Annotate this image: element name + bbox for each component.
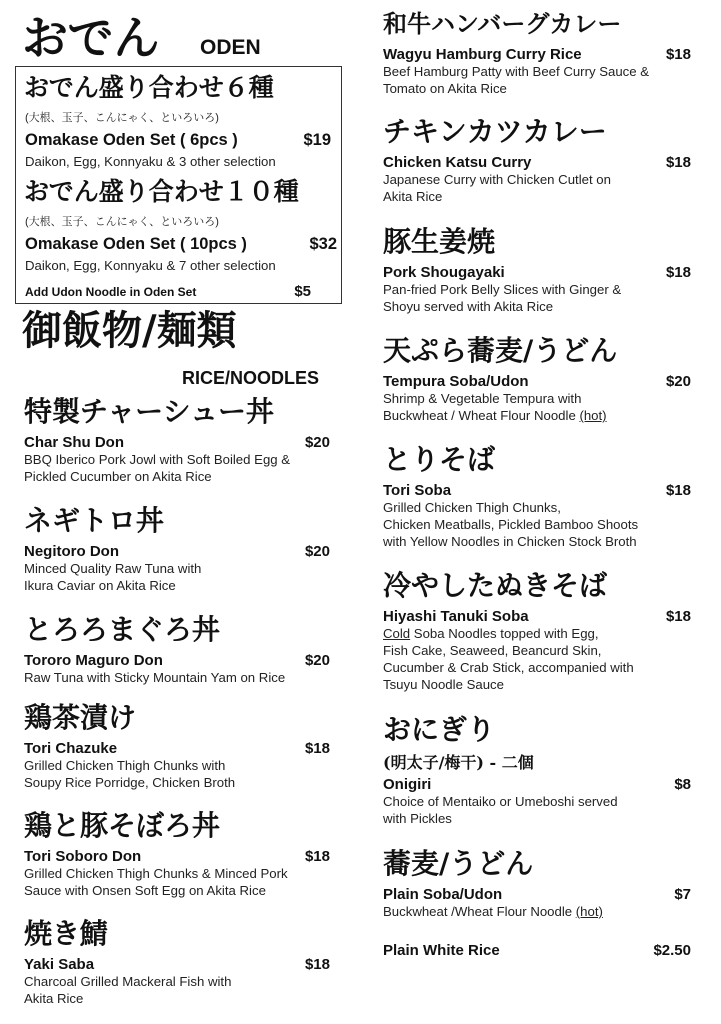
oden-set10-price: $32 (309, 235, 337, 253)
item-name-row (383, 264, 691, 281)
item-desc: BBQ Iberico Pork Jowl with Soft Boiled Egg & (24, 452, 291, 467)
oden-set6-name: Omakase Oden Set ( 6pcs ) (25, 131, 238, 149)
item-name: Chicken Katsu Curry (383, 154, 532, 171)
item-desc-line (383, 625, 691, 642)
item-desc: Soba Noodles topped with Egg, (410, 626, 599, 641)
item-jp-subtitle: (明太子/梅干) - 二個 (383, 753, 534, 772)
oden-set6-ingredients: (大根、玉子、こんにゃく、といろいろ) (25, 112, 219, 124)
item-desc: Pan-fried Pork Belly Slices with Ginger & (383, 282, 622, 297)
item-name-row (24, 652, 330, 669)
menu-item (383, 333, 691, 424)
item-desc: Akita Rice (24, 991, 84, 1006)
oden-set10-name: Omakase Oden Set ( 10pcs ) (25, 235, 247, 253)
item-jp-name: 冷やしたぬきそば (383, 569, 608, 602)
item-desc: Charcoal Grilled Mackeral Fish with (24, 974, 232, 989)
item-name: Tori Soboro Don (24, 848, 142, 865)
oden-udon-name: Add Udon Noodle in Oden Set (25, 285, 197, 299)
item-desc: with Yellow Noodles in Chicken Stock Broth (383, 534, 637, 549)
item-price: $8 (674, 776, 691, 793)
hot-tag: (hot) (579, 408, 607, 423)
item-name: Pork Shougayaki (383, 264, 505, 281)
item-name-row (383, 608, 691, 625)
item-price: $18 (304, 740, 330, 757)
menu-item (383, 942, 691, 959)
item-desc: Minced Quality Raw Tuna with (24, 561, 202, 576)
rice-heading-en: RICE/NOODLES (182, 368, 320, 388)
menu-item (383, 442, 691, 550)
oden-set6-row (25, 131, 331, 150)
item-name-row (383, 776, 691, 793)
oden-set6-desc: Daikon, Egg, Konnyaku & 3 other selection (25, 154, 276, 169)
item-desc-line (383, 407, 691, 424)
item-name-row (383, 154, 691, 171)
item-desc: Raw Tuna with Sticky Mountain Yam on Rice (24, 670, 286, 685)
item-name-row (24, 740, 330, 757)
item-jp-name: 天ぷら蕎麦/うどん (383, 334, 618, 367)
oden-set10-row (25, 235, 337, 254)
item-jp-name: 和牛ハンバーグカレー (383, 9, 622, 38)
item-name: Char Shu Don (24, 434, 124, 451)
item-name-row (383, 482, 691, 499)
item-desc: Grilled Chicken Thigh Chunks & Minced Pork (24, 866, 288, 881)
menu-item (383, 6, 691, 97)
menu-item (24, 612, 330, 686)
oden-set10-jp: おでん盛り合わせ１０種 (24, 177, 299, 206)
item-name-row (24, 543, 330, 560)
item-price: $18 (304, 848, 330, 865)
item-price: $18 (665, 264, 691, 281)
item-jp-name: とろろまぐろ丼 (24, 613, 221, 646)
item-price: $18 (665, 608, 691, 625)
oden-udon-price: $5 (294, 283, 311, 300)
menu-item (383, 114, 691, 205)
rice-heading-jp: 御飯物/麺類 (22, 307, 237, 354)
menu-item (24, 916, 330, 1007)
item-name: Tori Soba (383, 482, 452, 499)
item-desc: Grilled Chicken Thigh Chunks with (24, 758, 226, 773)
oden-set6-price: $19 (303, 131, 331, 149)
item-name: Hiyashi Tanuki Soba (383, 608, 529, 625)
oden-set10-desc: Daikon, Egg, Konnyaku & 7 other selection (25, 258, 276, 273)
item-desc: Tsuyu Noodle Sauce (383, 677, 504, 692)
item-price: $7 (674, 886, 691, 903)
item-name: Onigiri (383, 776, 432, 793)
item-price: $18 (304, 956, 330, 973)
item-jp-name: とりそば (383, 443, 496, 476)
item-jp-name: 焼き鯖 (24, 917, 109, 950)
item-name-row (383, 886, 691, 903)
item-desc: Shoyu served with Akita Rice (383, 299, 554, 314)
item-desc: Beef Hamburg Patty with Beef Curry Sauce & (383, 64, 650, 79)
item-desc: Buckwheat /Wheat Flour Noodle (383, 904, 576, 919)
item-desc: Chicken Meatballs, Pickled Bamboo Shoots (383, 517, 639, 532)
item-price: $20 (304, 434, 330, 451)
item-price: $20 (304, 543, 330, 560)
item-jp-name: 鶏と豚そぼろ丼 (24, 809, 221, 842)
item-jp-name: 蕎麦/うどん (383, 847, 534, 880)
item-desc: Sauce with Onsen Soft Egg on Akita Rice (24, 883, 266, 898)
oden-set6-jp: おでん盛り合わせ６種 (24, 73, 274, 102)
item-jp-name: 特製チャーシュー丼 (24, 395, 275, 428)
menu-item (383, 224, 691, 315)
item-jp-name: おにぎり (383, 713, 496, 746)
item-desc: Akita Rice (383, 189, 443, 204)
item-desc: Cucumber & Crab Stick, accompanied with (383, 660, 634, 675)
oden-udon-row (25, 283, 311, 300)
item-price: $18 (665, 154, 691, 171)
item-name-row (24, 434, 330, 451)
oden-set-box (15, 66, 342, 304)
oden-set10-ingredients: (大根、玉子、こんにゃく、といろいろ) (25, 216, 219, 228)
item-price: $20 (665, 373, 691, 390)
menu-item (24, 808, 330, 899)
item-desc: Ikura Caviar on Akita Rice (24, 578, 176, 593)
item-name: Negitoro Don (24, 543, 119, 560)
oden-heading-jp: おでん (22, 11, 160, 65)
item-name: Plain Soba/Udon (383, 886, 503, 903)
menu-item (383, 568, 691, 693)
oden-heading-en: ODEN (200, 36, 261, 59)
item-price: $2.50 (653, 942, 691, 959)
item-jp-name: 豚生姜焼 (383, 225, 496, 258)
item-jp-name: チキンカツカレー (383, 115, 607, 148)
item-name-row (383, 46, 691, 63)
item-name-row (383, 373, 691, 390)
item-name: Tempura Soba/Udon (383, 373, 529, 390)
item-desc: Japanese Curry with Chicken Cutlet on (383, 172, 611, 187)
item-name: Plain White Rice (383, 942, 500, 959)
item-desc-line (383, 903, 691, 920)
item-name-row (383, 942, 691, 959)
menu-item (383, 846, 691, 920)
item-desc: Fish Cake, Seaweed, Beancurd Skin, (383, 643, 602, 658)
item-name: Tororo Maguro Don (24, 652, 163, 669)
cold-tag: Cold (383, 626, 411, 641)
menu-item (24, 394, 330, 485)
item-desc: Soupy Rice Porridge, Chicken Broth (24, 775, 236, 790)
item-desc: Shrimp & Vegetable Tempura with (383, 391, 582, 406)
item-jp-name: 鶏茶漬け (24, 701, 137, 734)
menu-item (24, 700, 330, 791)
item-desc: Pickled Cucumber on Akita Rice (24, 469, 212, 484)
item-desc: Grilled Chicken Thigh Chunks, (383, 500, 561, 515)
item-desc: Choice of Mentaiko or Umeboshi served (383, 794, 618, 809)
menu-item (24, 503, 330, 594)
item-desc: with Pickles (383, 811, 452, 826)
item-jp-name: ネギトロ丼 (24, 504, 165, 537)
item-name: Wagyu Hamburg Curry Rice (383, 46, 582, 63)
item-name-row (24, 956, 330, 973)
menu-item (383, 712, 691, 827)
hot-tag: (hot) (575, 904, 603, 919)
item-price: $18 (665, 482, 691, 499)
item-name-row (24, 848, 330, 865)
item-name: Tori Chazuke (24, 740, 118, 757)
item-desc: Buckwheat / Wheat Flour Noodle (383, 408, 576, 423)
item-desc: Tomato on Akita Rice (383, 81, 507, 96)
item-price: $20 (304, 652, 330, 669)
item-name: Yaki Saba (24, 956, 95, 973)
item-price: $18 (665, 46, 691, 63)
